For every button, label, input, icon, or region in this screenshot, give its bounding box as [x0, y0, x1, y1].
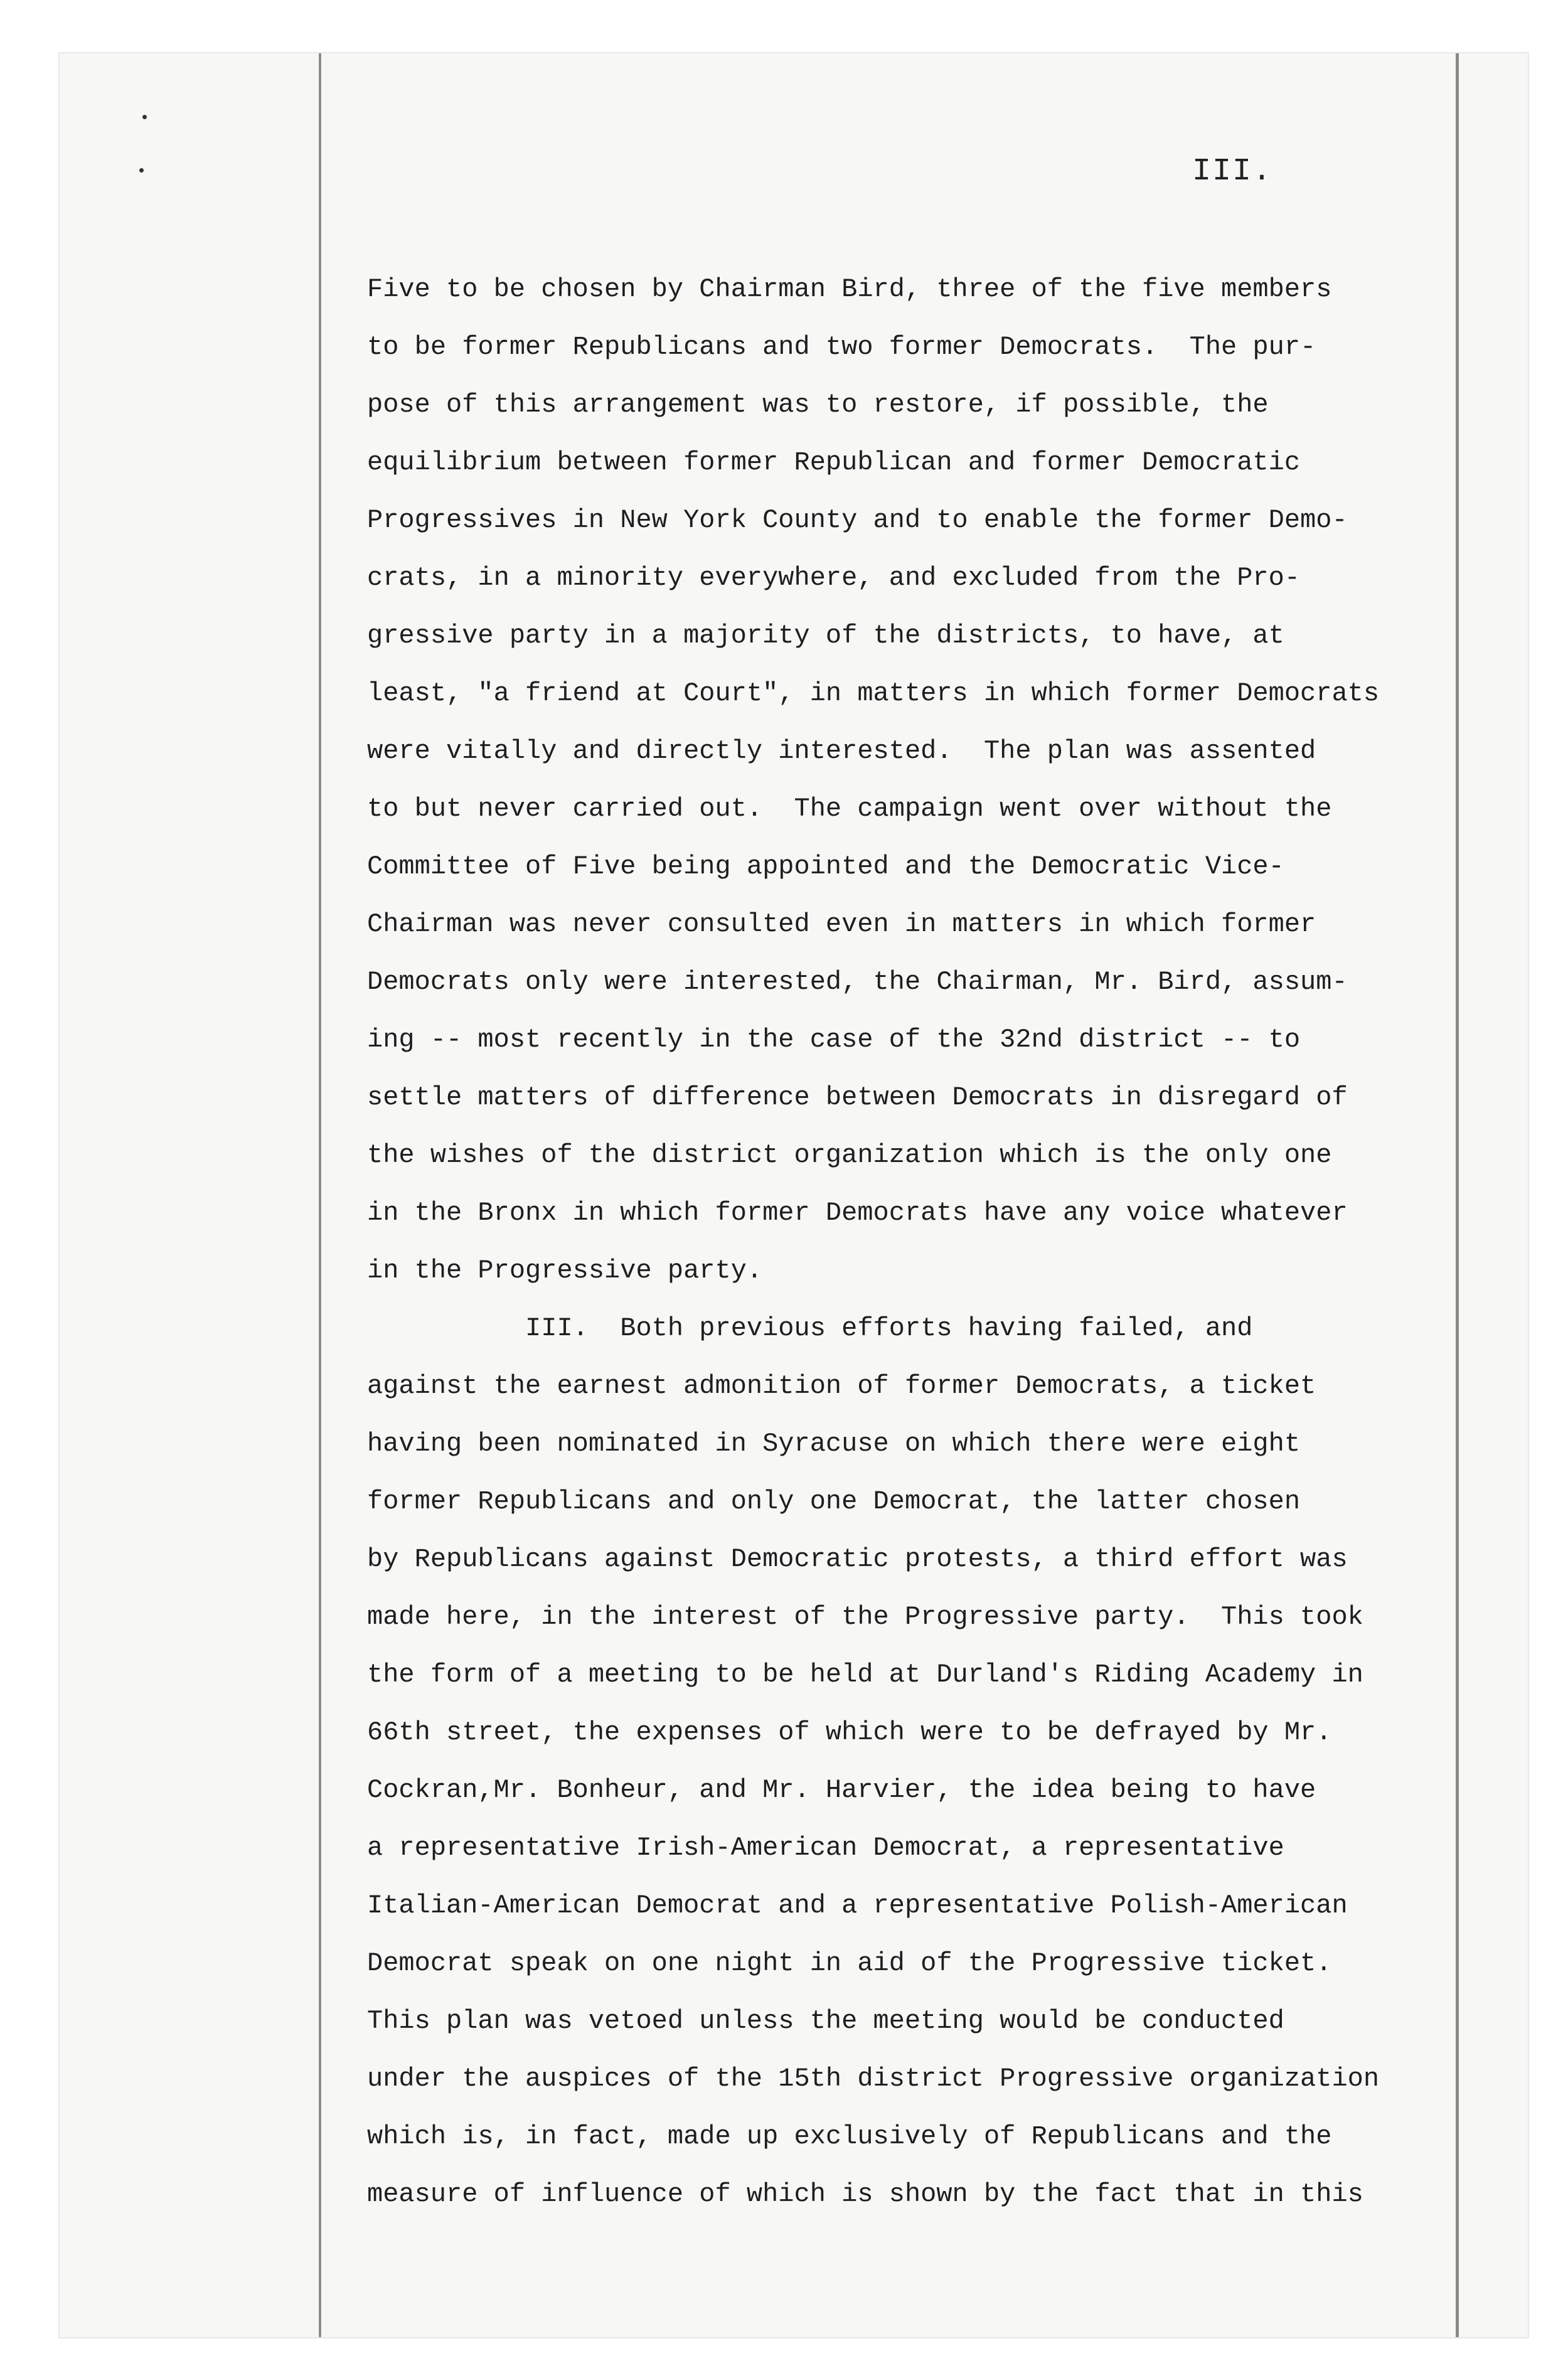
text-line: to but never carried out. The campaign went over without the	[367, 794, 1332, 824]
text-line: pose of this arrangement was to restore, if possible, the	[367, 390, 1269, 420]
text-line: Democrat speak on one night in aid of the Progressive ticket.	[367, 1948, 1332, 1978]
text-line: Cockran,Mr. Bonheur, and Mr. Harvier, the idea being to have	[367, 1775, 1316, 1805]
text-line: the form of a meeting to be held at Durland's Riding Academy in	[367, 1660, 1363, 1690]
text-line: Italian-American Democrat and a representative Polish-American	[367, 1890, 1348, 1921]
page-number: III.	[1192, 154, 1273, 189]
text-line: were vitally and directly interested. The plan was assented	[367, 736, 1316, 766]
text-line: by Republicans against Democratic protests, a third effort was	[367, 1544, 1348, 1574]
text-line: under the auspices of the 15th district Progressive organization	[367, 2064, 1380, 2094]
text-line: the wishes of the district organization which is the only one	[367, 1140, 1332, 1170]
text-line: measure of influence of which is shown by the fact that in this	[367, 2179, 1363, 2209]
text-line: 66th street, the expenses of which were to be defrayed by Mr.	[367, 1717, 1332, 1747]
section-heading-line: III. Both previous efforts having failed, and	[367, 1313, 1253, 1343]
text-line: in the Progressive party.	[367, 1256, 763, 1286]
text-line: equilibrium between former Republican and former Democratic	[367, 447, 1301, 477]
text-line: former Republicans and only one Democrat, the latter chosen	[367, 1486, 1301, 1517]
text-line: Progressives in New York County and to enable the former Demo-	[367, 505, 1348, 535]
text-line: settle matters of difference between Democrats in disregard of	[367, 1082, 1348, 1112]
left-margin-rule	[319, 53, 321, 2337]
text-line: made here, in the interest of the Progressive party. This took	[367, 1602, 1363, 1632]
text-line: Chairman was never consulted even in matters in which former	[367, 909, 1316, 939]
text-line: a representative Irish-American Democrat, a representative	[367, 1833, 1284, 1863]
text-line: Committee of Five being appointed and the Democratic Vice-	[367, 851, 1284, 882]
text-line: crats, in a minority everywhere, and excluded from the Pro-	[367, 563, 1301, 593]
margin-dot	[142, 115, 147, 119]
text-line: Five to be chosen by Chairman Bird, three of the five members	[367, 274, 1332, 304]
text-line: against the earnest admonition of former Democrats, a ticket	[367, 1371, 1316, 1401]
text-line: Democrats only were interested, the Chairman, Mr. Bird, assum-	[367, 967, 1348, 997]
text-line: gressive party in a majority of the districts, to have, at	[367, 621, 1284, 651]
text-line: in the Bronx in which former Democrats have any voice whatever	[367, 1198, 1348, 1228]
text-line: least, "a friend at Court", in matters in which former Democrats	[367, 678, 1380, 708]
text-line: to be former Republicans and two former Democrats. The pur-	[367, 332, 1316, 362]
text-line: ing -- most recently in the case of the 32nd district -- to	[367, 1025, 1301, 1055]
text-line: This plan was vetoed unless the meeting would be conducted	[367, 2006, 1284, 2036]
document-body	[367, 260, 1462, 2223]
text-line: which is, in fact, made up exclusively of Republicans and the	[367, 2121, 1332, 2151]
text-line: having been nominated in Syracuse on which there were eight	[367, 1429, 1301, 1459]
margin-dot	[139, 168, 144, 173]
